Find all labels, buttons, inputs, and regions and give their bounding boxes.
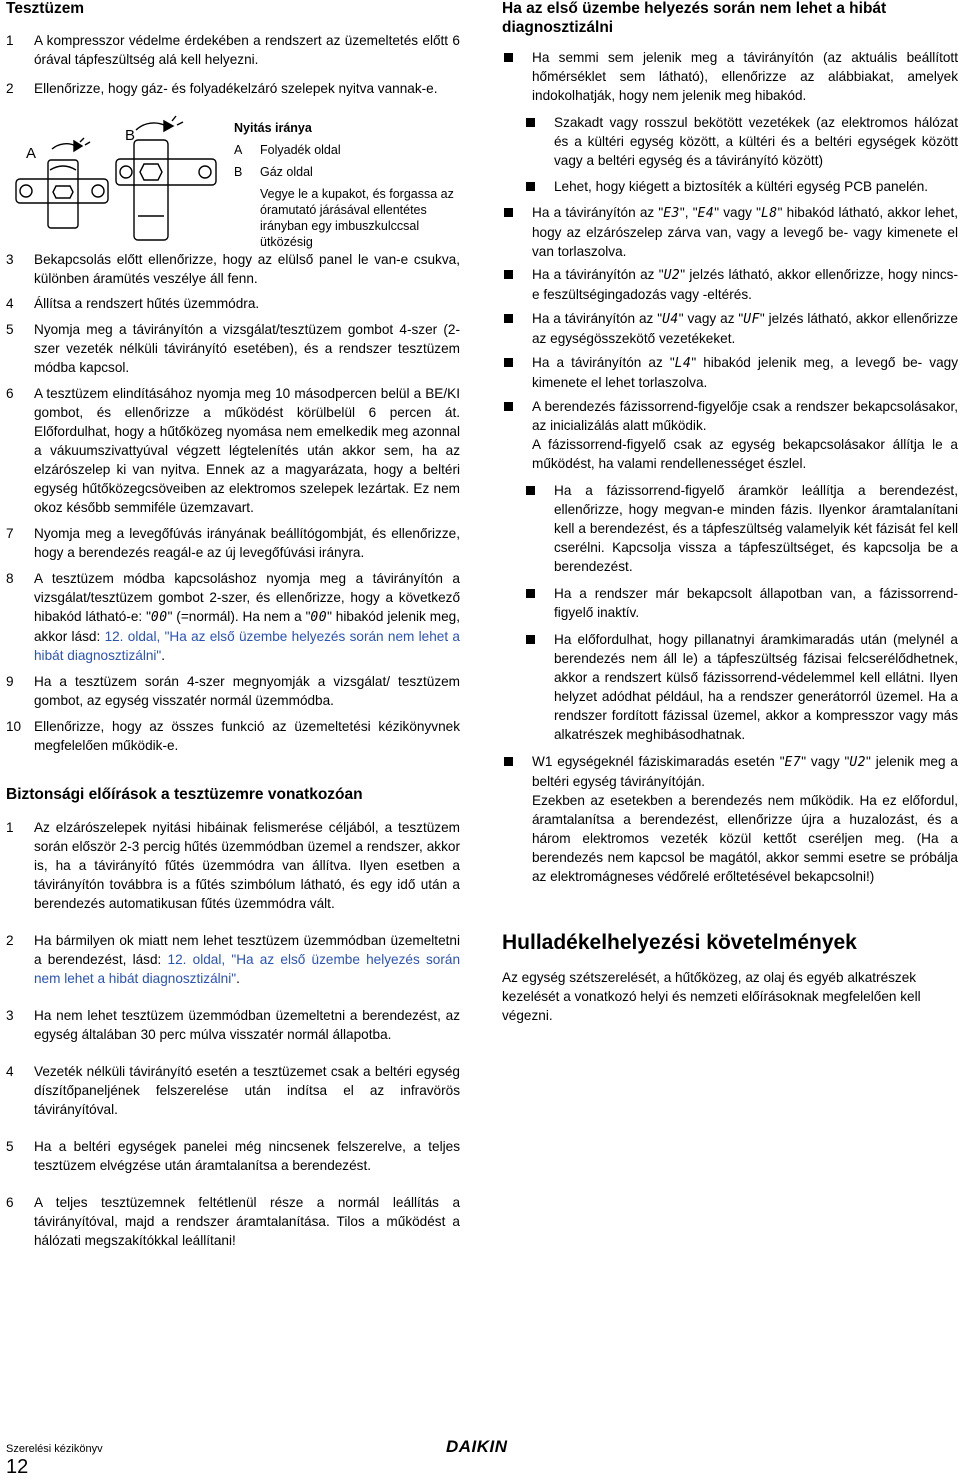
figure-label-a: A xyxy=(26,145,37,162)
item-text: Nyomja meg a távirányítón a vizsgálat/tesztüzem gombot 4-szer (2-szer vezeték nélküli távirányító esetében), és a rendszer tesztüzem módba kapcsol. xyxy=(34,322,460,375)
list-item xyxy=(6,1006,460,1044)
legend-text-b: Gáz oldal xyxy=(260,165,313,179)
item-text: Bekapcsolás előtt ellenőrizze, hogy az elülső panel le van-e csukva, különben áramütés veszélye áll fenn. xyxy=(34,252,460,286)
list-item xyxy=(502,203,958,261)
item-text: Az elzárószelepek nyitási hibáinak felismerése céljából, a tesztüzem során először 2-3 percig hűtés üzemmódban üzemel a rendszer, akkor is, ha a távirányító fűtés üzemmódra van állítva. Ilyen esetben a távirányítón továbbra is a fűtés szimbólum látható, és egy idő után a berendezés automatikusan fűtés üzemmódra vált. xyxy=(34,820,460,911)
item-text: Ha a távirányítón az " xyxy=(532,205,664,220)
item-text: Ha előfordulhat, hogy pillanatnyi áramkimaradás után (melynél a berendezés nem áll le) a tápfeszültség fázisai felcserélődhetnek, akkor a rendszert külső fázissorrend-védelemmel kell ellátni. Ilyen helyzet adódhat például, ha a rendszer generátorról üzemel. Ha a rendszer fordított fázissal üzemel, akkor a kompresszor vagy más alkatrészek meghibásodhatnak. xyxy=(554,632,958,742)
list-item xyxy=(6,717,460,755)
list-item xyxy=(6,569,460,665)
item-text: Ha a távirányítón az " xyxy=(532,355,675,370)
bullet-square-icon xyxy=(504,53,513,62)
list-item xyxy=(502,309,958,348)
error-code: 00 xyxy=(310,610,328,625)
item-text: Lehet, hogy kiégett a biztosíték a kültéri egység PCB panelén. xyxy=(554,179,929,194)
cross-reference-link[interactable]: 12. oldal, "Ha az első üzembe helyezés során nem lehet a hibát diagnosztizálni" xyxy=(34,629,460,663)
item-text: Ha a távirányítón az " xyxy=(532,311,663,326)
legend-row-a xyxy=(234,142,464,158)
error-code: L8 xyxy=(760,206,778,221)
right-column xyxy=(502,0,958,1025)
list-item xyxy=(502,397,958,473)
item-number: 4 xyxy=(6,1064,14,1079)
item-number: 10 xyxy=(6,719,22,734)
list-item xyxy=(502,481,958,576)
list-item xyxy=(502,177,958,196)
footer-manual-name: Szerelési kézikönyv xyxy=(6,1443,103,1455)
list-item xyxy=(6,79,460,98)
item-text: Ellenőrizze, hogy gáz- és folyadékelzáró szelepek nyitva vannak-e. xyxy=(34,81,438,96)
list-item xyxy=(6,1193,460,1250)
list-item xyxy=(502,265,958,304)
list-item xyxy=(6,1137,460,1175)
item-number: 8 xyxy=(6,571,14,586)
error-code: U2 xyxy=(849,755,866,770)
legend-key-a: A xyxy=(234,143,243,157)
item-text: A tesztüzem módba kapcsoláshoz nyomja meg a távirányítón a vizsgálat/tesztüzem gombot 2-szer, és ellenőrizze, hogy a következő hibakód látható-e: " xyxy=(34,571,460,624)
item-text: Ezekben az esetekben a berendezés nem működik. Ha ez előfordul, áramtalanítsa a berendezést, ellenőrizze újra a huzalozást, és a három elektromos vezeték közül kettőt cseréljen meg. (Ha a berendezés nem kapcsol be magától, akkor semmi esetre se próbálja az elektromágneses védőrelé erőltetésével bekapcsolni!) xyxy=(532,793,958,884)
bullet-square-icon xyxy=(504,208,513,217)
item-number: 1 xyxy=(6,33,14,48)
item-text: " jelenik meg a beltéri egység távirányítóján. xyxy=(532,754,958,789)
item-text: " jelzés látható, akkor ellenőrizze az egységösszekötő vezetékeket. xyxy=(532,311,958,346)
item-number: 9 xyxy=(6,674,14,689)
item-text: Vezeték nélküli távirányító esetén a tesztüzemet csak a beltéri egység díszítőpaneljének felszerelése után indítsa el az infravörös távirányítóval. xyxy=(34,1064,460,1117)
bullet-square-icon xyxy=(526,182,535,191)
bullet-square-icon xyxy=(526,635,535,644)
item-text: Ha a beltéri egységek panelei még nincsenek felszerelve, a teljes tesztüzem elvégzése után áramtalanítsa a berendezést. xyxy=(34,1139,460,1173)
legend-row-b xyxy=(234,164,464,180)
error-code: 00 xyxy=(150,610,168,625)
list-item xyxy=(6,818,460,913)
item-number: 3 xyxy=(6,1008,14,1023)
item-text: Ha bármilyen ok miatt nem lehet tesztüzem üzemmódban üzemeltetni a berendezést, lásd: xyxy=(34,933,460,967)
bullet-square-icon xyxy=(526,118,535,127)
item-number: 6 xyxy=(6,1195,14,1210)
section-title-waste: Hulladékelhelyezési követelmények xyxy=(502,931,857,954)
item-number: 2 xyxy=(6,933,14,948)
error-code: U4 xyxy=(662,312,679,327)
list-item xyxy=(502,113,958,170)
item-number: 2 xyxy=(6,81,14,96)
legend-note xyxy=(234,186,464,250)
list-item xyxy=(502,630,958,744)
item-text: . xyxy=(161,648,166,663)
list-item xyxy=(6,524,460,562)
bullet-square-icon xyxy=(504,757,513,766)
item-text: Ha a rendszer már bekapcsolt állapotban van, a fázissorrend-figyelő inaktív. xyxy=(554,586,958,620)
item-text: Szakadt vagy rosszul bekötött vezetékek (az elektromos hálózat és a kültéri egység között, a kültéri és a beltéri egységek között vagy a beltéri egység és a távirányító között) xyxy=(554,115,958,168)
error-code: L4 xyxy=(674,356,692,371)
item-text: " (=normál). Ha nem a " xyxy=(167,609,311,624)
item-text: " hibakód jelenik meg, akkor lásd: xyxy=(34,609,460,644)
bullet-square-icon xyxy=(504,314,513,323)
section-title-diagnosis: Ha az első üzembe helyezés során nem lehet a hibát diagnosztizálni xyxy=(502,0,887,36)
item-number: 5 xyxy=(6,1139,14,1154)
item-text: Ha a fázissorrend-figyelő áramkör leállítja a berendezést, ellenőrizze, hogy megvan-e minden fázis. Ilyenkor áramtalanítani kell a berendezést, és a tápfeszültség valamelyik két fázisát fel kell cserélni. Kapcsolja vissza a tápfeszültséget, és kapcsolja be a berendezést. xyxy=(554,483,958,574)
item-text: A tesztüzem elindításához nyomja meg 10 másodpercen belül a BE/KI gombot, és ellenőrizze a működést körülbelül 6 percen át. Előfordulhat, hogy a hűtőközeg nyomása nem emelkedik meg azonnal a vákuumszivattyúval végzett légtelenítés után akkor sem, ha az elzárószelep ki van nyitva. Ennek az a magyarázata, hogy a beltéri egység hűtőközegcsöveiben az elektromos szelepek lezártak. Ez nem okoz később semmiféle üzemzavart. xyxy=(34,386,460,515)
item-text: " vagy " xyxy=(801,754,850,769)
item-text: Ha a tesztüzem során 4-szer megnyomják a vizsgálat/ tesztüzem gombot, az egység visszatér normál üzemmódba. xyxy=(34,674,460,708)
item-text: A fázissorrend-figyelő csak az egység bekapcsolásakor állítja le a működést, ha valami rendellenességet észlel. xyxy=(532,437,958,471)
cross-reference-link[interactable]: 12. oldal, "Ha az első üzembe helyezés során nem lehet a hibát diagnosztizálni" xyxy=(34,952,460,986)
item-text: Nyomja meg a levegőfúvás irányának beállítógombját, és ellenőrizze, hogy a berendezés reagál-e az új levegőfúvási irányra. xyxy=(34,526,460,560)
section-title-test-run: Tesztüzem xyxy=(6,0,85,17)
item-text: " hibakód látható, akkor lehet, hogy az elzárószelep zárva van, vagy a levegő be- vagy kimenete el van torlaszolva. xyxy=(532,205,959,259)
error-code: UF xyxy=(743,312,760,327)
item-number: 6 xyxy=(6,386,14,401)
item-text: Ellenőrizze, hogy az összes funkció az üzemeltetési kézikönyvnek megfelelően működik-e. xyxy=(34,719,460,753)
valve-illustration xyxy=(6,104,236,250)
list-item xyxy=(502,752,958,886)
item-text: W1 egységeknél fáziskimaradás esetén " xyxy=(532,754,785,769)
error-code: E3 xyxy=(663,206,680,221)
list-item xyxy=(6,931,460,988)
item-number: 7 xyxy=(6,526,14,541)
figure-legend xyxy=(234,120,464,250)
list-item xyxy=(6,31,460,69)
list-item xyxy=(6,672,460,710)
valve-figure xyxy=(6,104,460,250)
item-number: 3 xyxy=(6,252,14,267)
item-text: " vagy az " xyxy=(678,311,744,326)
list-item xyxy=(6,1062,460,1119)
list-item xyxy=(502,48,958,105)
item-text: A kompresszor védelme érdekében a rendszert az üzemeltetés előtt 6 órával tápfeszültség alá kell helyezni. xyxy=(34,33,460,67)
error-code: U2 xyxy=(663,268,681,283)
section-title-safety: Biztonsági előírások a tesztüzemre vonatkozóan xyxy=(6,786,363,803)
item-text: ", " xyxy=(679,205,698,220)
item-text: " hibakód jelenik meg, a levegő be- vagy kimenete el lehet torlaszolva. xyxy=(532,355,958,390)
bullet-square-icon xyxy=(526,589,535,598)
list-item xyxy=(6,384,460,517)
list-item xyxy=(6,294,460,313)
item-number: 1 xyxy=(6,820,14,835)
waste-paragraph: Az egység szétszerelését, a hűtőközeg, az olaj és egyéb alkatrészek kezelését a vonatkozó helyi és nemzeti előírásoknak megfelelően kell végezni. xyxy=(502,970,921,1023)
item-text: Ha nem lehet tesztüzem üzemmódban üzemeltetni a berendezést, az egység általában 30 perc múlva visszatér normál állapotba. xyxy=(34,1008,460,1042)
page-number: 12 xyxy=(6,1456,29,1478)
figure-label-b: B xyxy=(125,127,136,144)
item-text: Ha semmi sem jelenik meg a távirányítón (az aktuális beállított hőmérséklet sem látható), ellenőrizze az alábbiakat, amelyek indokolhatják, hogy nem jelenik meg hibakód. xyxy=(532,50,958,103)
error-code: E7 xyxy=(784,755,802,770)
item-number: 4 xyxy=(6,296,14,311)
list-item xyxy=(6,250,460,288)
left-column xyxy=(6,0,460,1250)
legend-note-text: Vegye le a kupakot, és forgassa az óramutató járásával ellentétes irányban egy imbuszkulccsal ütközésig xyxy=(260,187,454,249)
bullet-square-icon xyxy=(504,402,513,411)
legend-title: Nyitás iránya xyxy=(234,121,312,135)
legend-text-a: Folyadék oldal xyxy=(260,143,341,157)
daikin-logo: DAIKIN xyxy=(446,1437,508,1456)
item-text: A berendezés fázissorrend-figyelője csak a rendszer bekapcsolásakor, az inicializálás alatt működik. xyxy=(532,399,958,433)
bullet-square-icon xyxy=(504,358,513,367)
list-item xyxy=(502,584,958,622)
item-text: A teljes tesztüzemnek feltétlenül része a normál leállítás a távirányítóval, majd a rendszer áramtalanítása. Tilos a működést a hálózati megszakítókkal leállítani! xyxy=(34,1195,460,1248)
item-text: " jelzés látható, akkor ellenőrizze, hogy nincs-e feszültségingadozás vagy -eltérés. xyxy=(532,267,958,302)
item-text: Ha a távirányítón az " xyxy=(532,267,664,282)
item-number: 5 xyxy=(6,322,14,337)
item-text: " vagy " xyxy=(714,205,761,220)
item-text: Állítsa a rendszert hűtés üzemmódra. xyxy=(34,296,260,311)
item-text: . xyxy=(236,971,240,986)
bullet-square-icon xyxy=(504,270,513,279)
legend-key-b: B xyxy=(234,165,243,179)
list-item xyxy=(6,320,460,377)
error-code: E4 xyxy=(697,206,715,221)
bullet-square-icon xyxy=(526,486,535,495)
list-item xyxy=(502,353,958,392)
